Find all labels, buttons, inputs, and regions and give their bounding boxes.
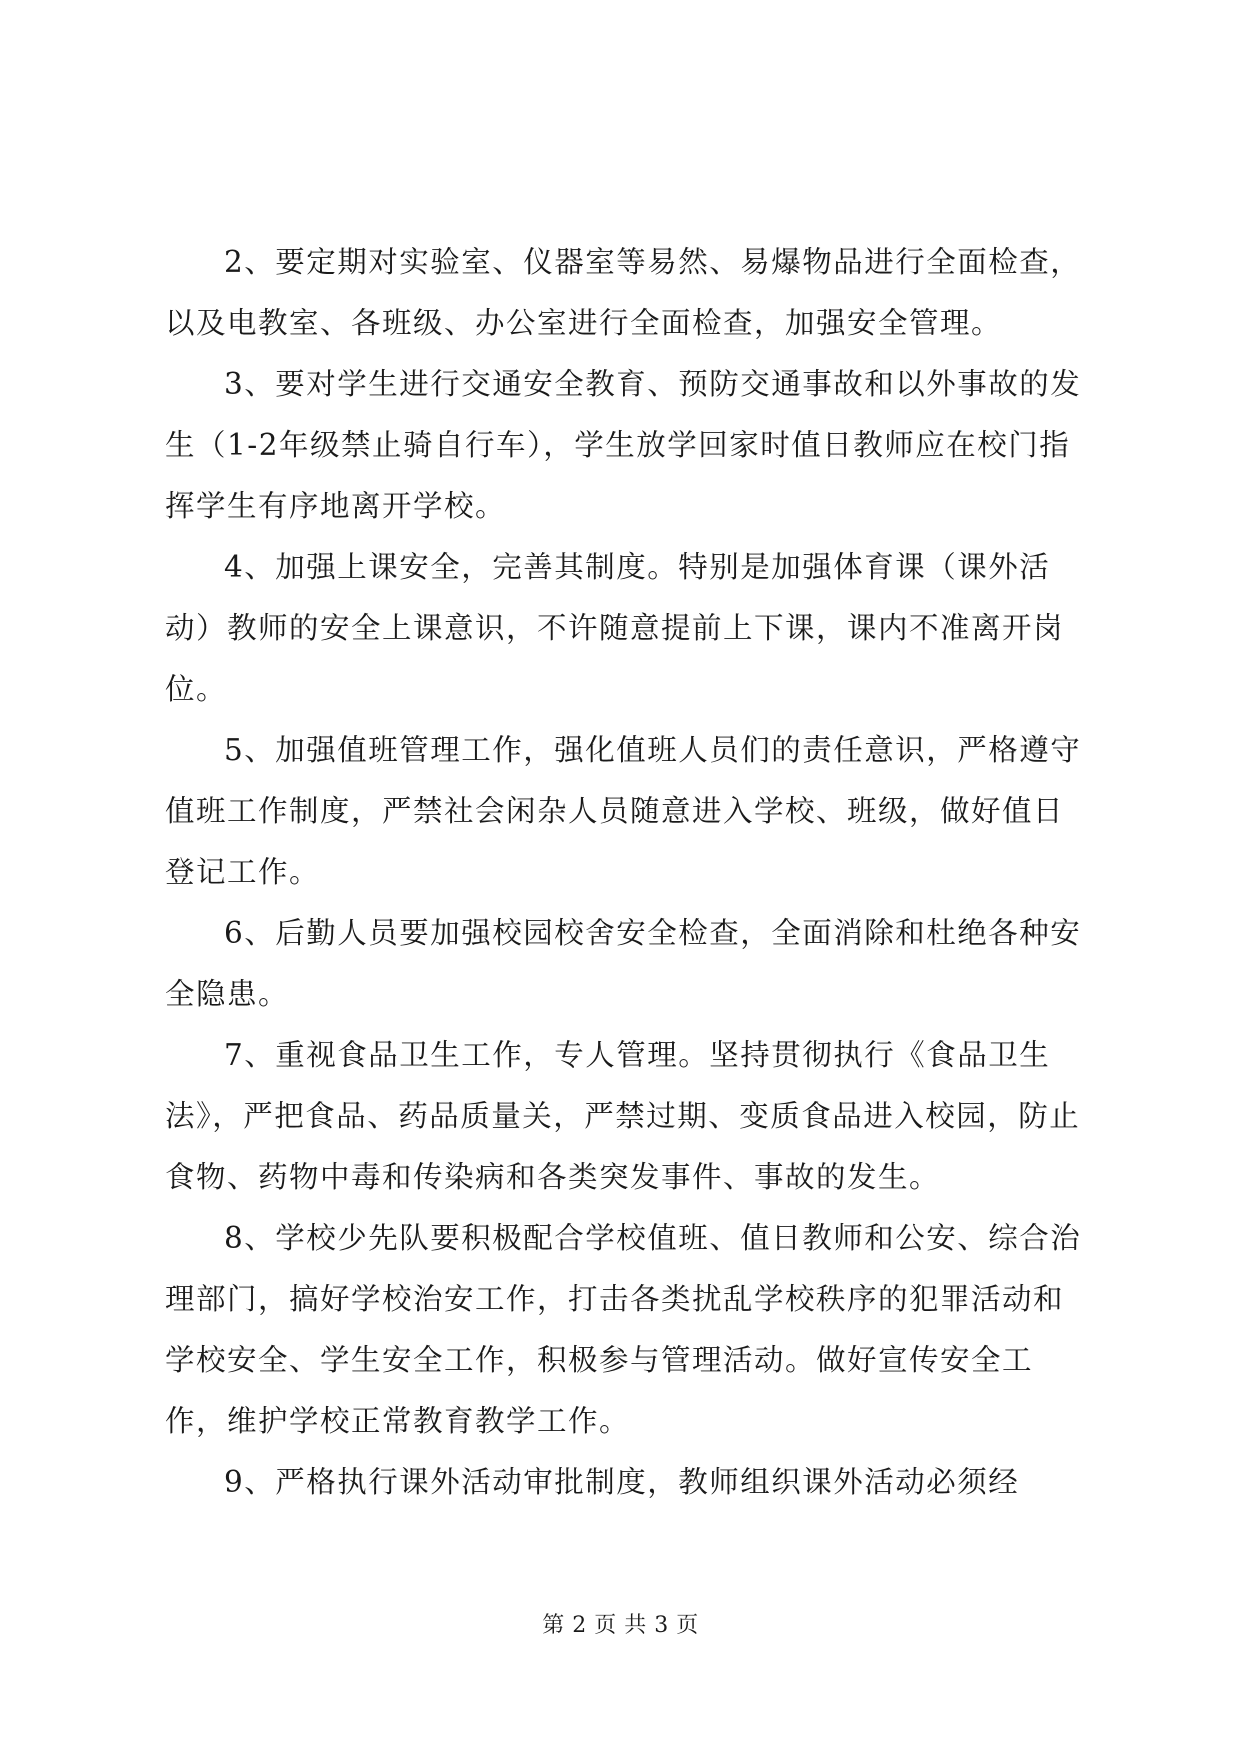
paragraph-item-9: 9、严格执行课外活动审批制度，教师组织课外活动必须经 — [224, 1465, 1020, 1499]
page-number-footer: 第 2 页 共 3 页 — [542, 1613, 699, 1638]
paragraph-item-5: 5、加强值班管理工作，强化值班人员们的责任意识，严格遵守值班工作制度，严禁社会闲杂人员随意进入学校、班级，做好值日登记工作。 — [165, 733, 1082, 889]
paragraph-item-7: 7、重视食品卫生工作，专人管理。坚持贯彻执行《食品卫生法》，严把食品、药品质量关，严禁过期、变质食品进入校园，防止食物、药物中毒和传染病和各类突发事件、事故的发生。 — [165, 1038, 1081, 1194]
paragraph-item-8: 8、学校少先队要积极配合学校值班、值日教师和公安、综合治理部门，搞好学校治安工作，打击各类扰乱学校秩序的犯罪活动和学校安全、学生安全工作，积极参与管理活动。做好宣传安全工作，维护学校正常教育教学工作。 — [165, 1221, 1082, 1438]
paragraph-item-2: 2、要定期对实验室、仪器室等易然、易爆物品进行全面检查，以及电教室、各班级、办公室进行全面检查，加强安全管理。 — [165, 245, 1082, 340]
paragraph-item-3: 3、要对学生进行交通安全教育、预防交通事故和以外事故的发生（1-2年级禁止骑自行车），学生放学回家时值日教师应在校门指挥学生有序地离开学校。 — [165, 367, 1082, 523]
document-body — [165, 232, 1085, 1513]
paragraph-item-4: 4、加强上课安全，完善其制度。特别是加强体育课（课外活动）教师的安全上课意识，不许随意提前上下课，课内不准离开岗位。 — [165, 550, 1065, 706]
paragraph-item-6: 6、后勤人员要加强校园校舍安全检查，全面消除和杜绝各种安全隐患。 — [165, 916, 1082, 1011]
